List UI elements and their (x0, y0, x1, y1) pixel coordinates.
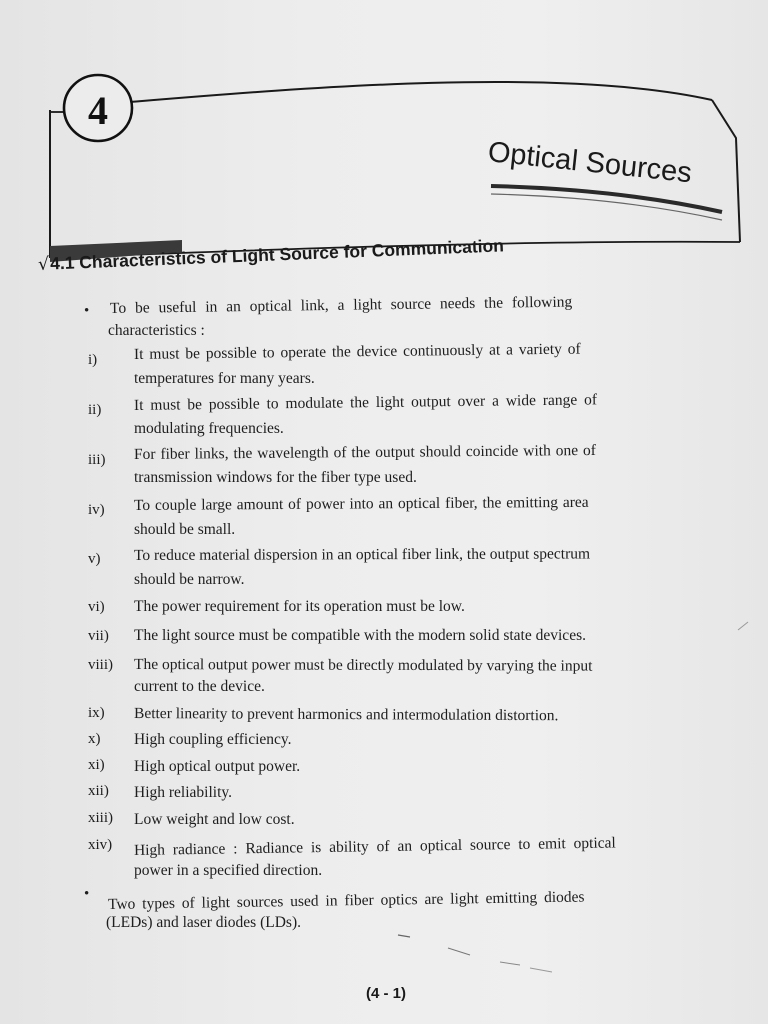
item-text-continued: should be small. (134, 521, 236, 538)
page-number: (4 - 1) (366, 985, 407, 1002)
item-text: It must be possible to modulate the light output over a wide range of (133, 391, 598, 414)
item-number: ix) (88, 705, 105, 721)
item-text: The optical output power must be directly modulated by varying the input (133, 656, 593, 675)
item-text-continued: power in a specified direction. (134, 862, 323, 879)
chapter-title: Optical Sources (486, 136, 694, 190)
item-number: iv) (88, 502, 105, 518)
item-text-continued: temperatures for many years. (134, 370, 315, 387)
item-text-continued: modulating frequencies. (134, 420, 284, 437)
item-text: The light source must be compatible with the modern solid state devices. (134, 627, 586, 644)
item-number: xiv) (88, 837, 113, 853)
intro-line-1: To be useful in an optical link, a light source needs the following (109, 293, 573, 317)
item-text: High coupling efficiency. (134, 731, 292, 748)
chapter-number: 4 (88, 87, 108, 133)
section-heading-text: 4.1 Characteristics of Light Source for Communication (49, 235, 505, 274)
item-text: High radiance : Radiance is ability of an optical source to emit optical (133, 834, 616, 859)
item-text: High reliability. (134, 784, 233, 801)
item-number: x) (88, 731, 101, 747)
item-text: Low weight and low cost. (134, 811, 295, 828)
item-number: vi) (88, 599, 105, 615)
item-text: The power requirement for its operation must be low. (134, 598, 465, 615)
bullet-icon: • (84, 886, 90, 902)
intro-line-2: characteristics : (108, 322, 205, 339)
item-text: For fiber links, the wavelength of the output should coincide with one of (133, 441, 596, 463)
item-number: ii) (88, 402, 102, 418)
item-number: iii) (88, 452, 106, 468)
item-text: High optical output power. (134, 758, 301, 775)
item-number: viii) (88, 657, 113, 673)
closing-line-1: Two types of light sources used in fiber optics are light emitting diodes (107, 888, 585, 913)
item-number: i) (88, 352, 98, 368)
item-number: xiii) (88, 810, 113, 826)
item-text: It must be possible to operate the device continuously at a variety of (133, 340, 581, 363)
closing-line-2: (LEDs) and laser diodes (LDs). (106, 914, 301, 931)
item-text-continued: transmission windows for the fiber type used. (134, 469, 417, 486)
item-number: xii) (88, 783, 109, 799)
item-text-continued: current to the device. (134, 678, 265, 695)
item-text: To reduce material dispersion in an optical fiber link, the output spectrum (133, 545, 591, 564)
check-mark-icon: √ (37, 254, 50, 275)
item-text: Better linearity to prevent harmonics and intermodulation distortion. (133, 705, 559, 725)
bullet-icon: • (84, 303, 90, 319)
item-number: xi) (88, 757, 105, 773)
item-number: v) (88, 551, 101, 567)
item-text-continued: should be narrow. (134, 571, 245, 588)
item-text: To couple large amount of power into an optical fiber, the emitting area (133, 493, 589, 514)
item-number: vii) (88, 628, 109, 644)
